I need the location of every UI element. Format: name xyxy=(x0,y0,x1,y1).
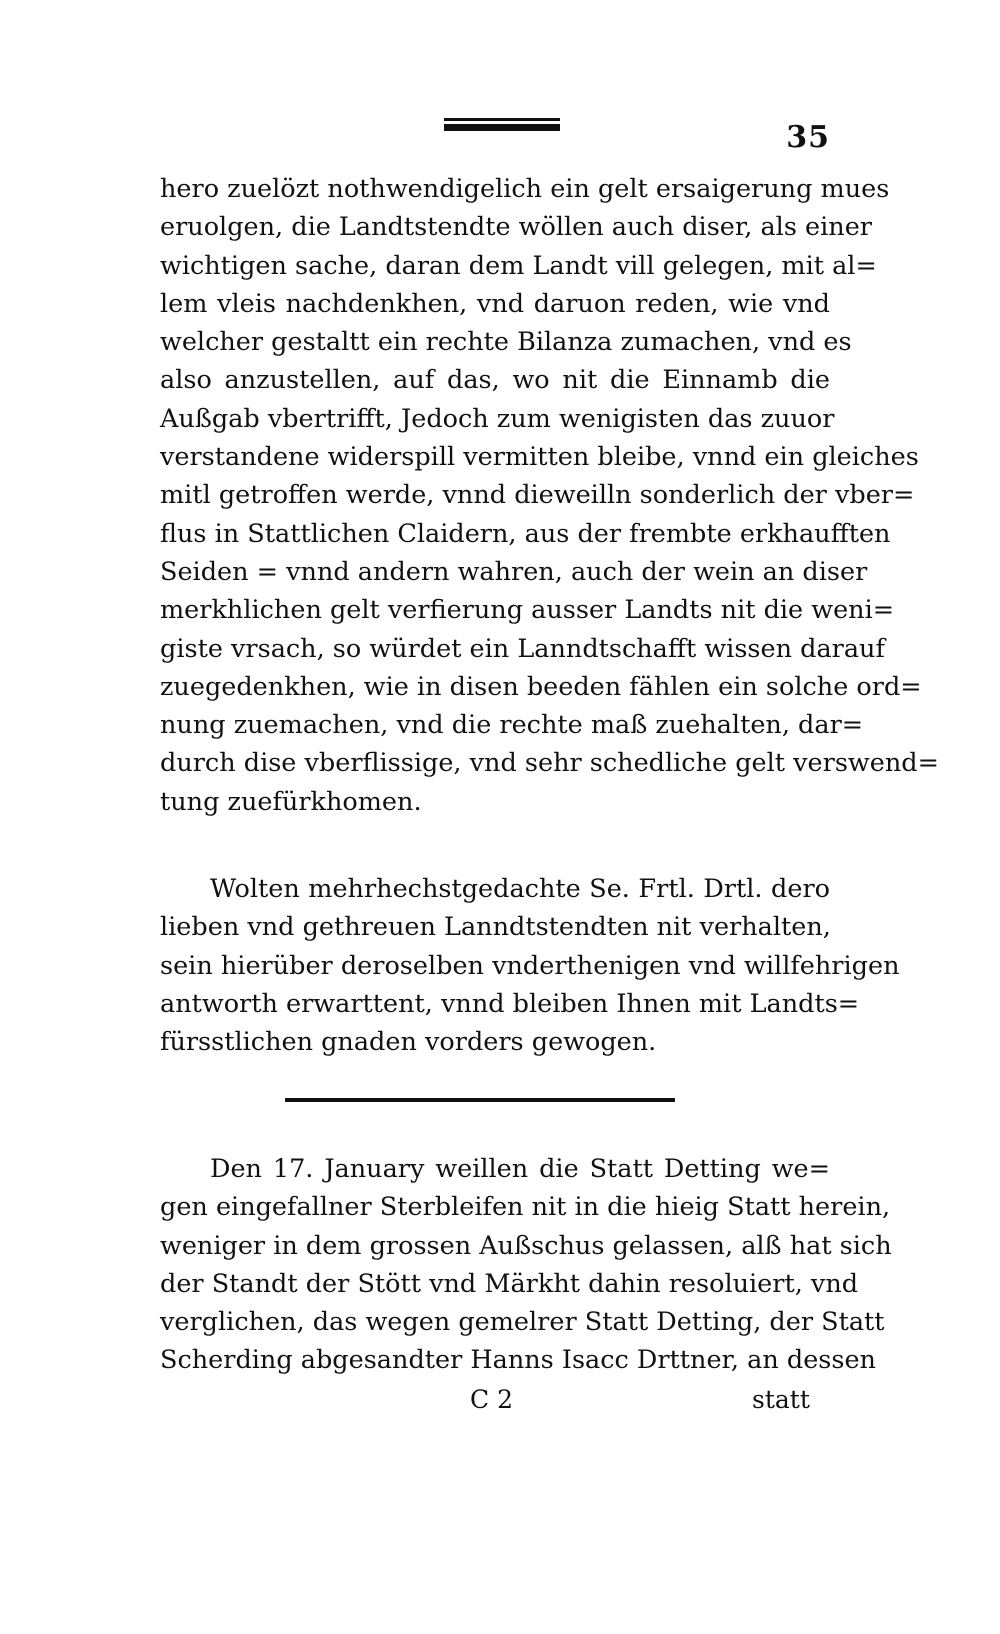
text-line: merkhlichen gelt verfierung ausser Landts nit die weni= xyxy=(160,595,895,626)
text-line: der Standt der Stött vnd Märkht dahin resoluiert, vnd xyxy=(160,1268,859,1299)
signature-mark: C 2 xyxy=(470,1385,513,1414)
text-line: hero zuelözt nothwendigelich ein gelt ersaigerung mues xyxy=(160,174,890,204)
text-line: eruolgen, die Landtstendte wöllen auch diser, als einer xyxy=(160,212,872,243)
text-line: durch dise vberflissige, vnd sehr schedliche gelt verswend= xyxy=(160,748,939,779)
catchword: statt xyxy=(752,1385,810,1414)
paragraph-2 xyxy=(160,870,900,1061)
text-line: fürsstlichen gnaden vorders gewogen. xyxy=(160,1027,657,1058)
text-line: Scherding abgesandter Hanns Isacc Drttner, an dessen xyxy=(160,1345,876,1376)
paragraph-3 xyxy=(160,1150,892,1380)
text-line: lem vleis nachdenkhen, vnd daruon reden, wie vnd xyxy=(160,288,830,319)
text-line: giste vrsach, so würdet ein Lanndtschafft wissen darauf xyxy=(160,633,885,664)
text-line: sein hierüber deroselben vnderthenigen vnd willfehrigen xyxy=(160,950,900,981)
text-line: lieben vnd gethreuen Lanndtstendten nit verhalten, xyxy=(160,912,831,943)
text-line: flus in Stattlichen Claidern, aus der frembte erkhaufften xyxy=(160,518,891,549)
text-line: Außgab vbertrifft, Jedoch zum wenigisten das zuuor xyxy=(160,403,835,434)
text-line: nung zuemachen, vnd die rechte maß zuehalten, dar= xyxy=(160,710,864,741)
text-line: zuegedenkhen, wie in disen beeden fählen ein solche ord= xyxy=(160,671,922,702)
text-line: tung zuefürkhomen. xyxy=(160,786,422,817)
text-line: weniger in dem grossen Außschus gelassen, alß hat sich xyxy=(160,1230,892,1261)
text-line: wichtigen sache, daran dem Landt vill gelegen, mit al= xyxy=(160,250,877,281)
text-line: verglichen, das wegen gemelrer Statt Detting, der Statt xyxy=(160,1307,885,1338)
header-rule xyxy=(444,118,560,132)
text-line: Den 17. January weillen die Statt Detting we= xyxy=(210,1154,830,1184)
text-line: Wolten mehrhechstgedachte Se. Frtl. Drtl. dero xyxy=(210,874,830,904)
text-line: welcher gestaltt ein rechte Bilanza zumachen, vnd es xyxy=(160,327,852,358)
text-line: gen eingefallner Sterbleifen nit in die hieig Statt herein, xyxy=(160,1192,891,1223)
text-line: Seiden = vnnd andern wahren, auch der wein an diser xyxy=(160,556,868,587)
text-line: verstandene widerspill vermitten bleibe, vnnd ein gleiches xyxy=(160,442,919,473)
text-line: also anzustellen, auf das, wo nit die Einnamb die xyxy=(160,365,830,396)
text-line: antworth erwarttent, vnnd bleiben Ihnen mit Landts= xyxy=(160,988,860,1019)
page-number: 35 xyxy=(786,120,830,155)
paragraph-1 xyxy=(160,170,939,821)
section-divider xyxy=(285,1098,675,1102)
text-line: mitl getroffen werde, vnnd dieweilln sonderlich der vber= xyxy=(160,480,915,511)
